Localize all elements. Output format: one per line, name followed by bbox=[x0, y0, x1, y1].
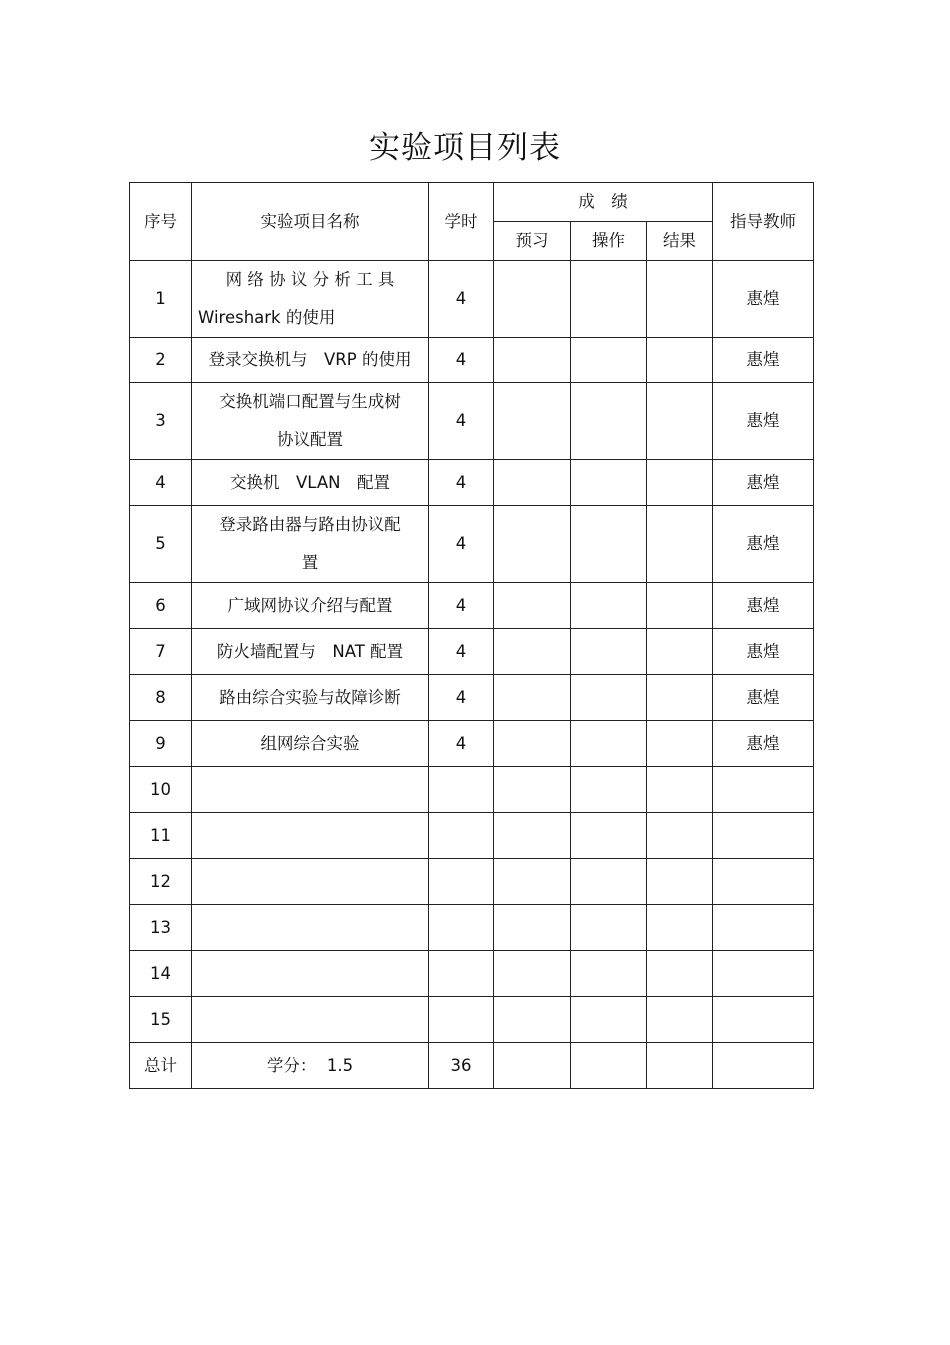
row-index: 1 bbox=[130, 261, 192, 338]
row-operation bbox=[571, 859, 647, 905]
row-preview bbox=[494, 261, 571, 338]
row-index: 14 bbox=[130, 951, 192, 997]
row-preview bbox=[494, 506, 571, 583]
row-result bbox=[647, 261, 713, 338]
row-index: 9 bbox=[130, 721, 192, 767]
table-row bbox=[130, 460, 814, 506]
row-hours bbox=[429, 767, 494, 813]
row-index: 12 bbox=[130, 859, 192, 905]
row-index: 11 bbox=[130, 813, 192, 859]
row-operation bbox=[571, 629, 647, 675]
row-index: 10 bbox=[130, 767, 192, 813]
row-teacher: 惠煌 bbox=[713, 460, 814, 506]
header-teacher: 指导教师 bbox=[713, 183, 814, 261]
row-result bbox=[647, 506, 713, 583]
row-preview bbox=[494, 629, 571, 675]
row-teacher: 惠煌 bbox=[713, 675, 814, 721]
row-name: 路由综合实验与故障诊断 bbox=[192, 675, 429, 721]
row-hours: 4 bbox=[429, 629, 494, 675]
row-teacher bbox=[713, 813, 814, 859]
row-index: 3 bbox=[130, 383, 192, 460]
total-preview bbox=[494, 1043, 571, 1089]
table-row bbox=[130, 506, 814, 583]
row-index: 4 bbox=[130, 460, 192, 506]
row-name bbox=[192, 905, 429, 951]
total-operation bbox=[571, 1043, 647, 1089]
row-hours bbox=[429, 997, 494, 1043]
table-row bbox=[130, 813, 814, 859]
row-hours: 4 bbox=[429, 383, 494, 460]
row-preview bbox=[494, 383, 571, 460]
row-result bbox=[647, 721, 713, 767]
row-hours bbox=[429, 813, 494, 859]
row-result bbox=[647, 859, 713, 905]
row-teacher: 惠煌 bbox=[713, 338, 814, 383]
row-hours: 4 bbox=[429, 675, 494, 721]
table-row bbox=[130, 629, 814, 675]
row-name bbox=[192, 813, 429, 859]
row-preview bbox=[494, 905, 571, 951]
row-result bbox=[647, 629, 713, 675]
total-credits: 学分： 1.5 bbox=[192, 1043, 429, 1089]
table-row bbox=[130, 383, 814, 460]
row-teacher: 惠煌 bbox=[713, 383, 814, 460]
row-name: 交换机端口配置与生成树协议配置 bbox=[192, 383, 429, 460]
total-result bbox=[647, 1043, 713, 1089]
row-result bbox=[647, 338, 713, 383]
row-preview bbox=[494, 675, 571, 721]
row-index: 15 bbox=[130, 997, 192, 1043]
row-operation bbox=[571, 905, 647, 951]
table-row bbox=[130, 997, 814, 1043]
row-index: 6 bbox=[130, 583, 192, 629]
row-index: 5 bbox=[130, 506, 192, 583]
header-score: 成 绩 bbox=[494, 183, 713, 222]
row-operation bbox=[571, 767, 647, 813]
table-row bbox=[130, 905, 814, 951]
row-result bbox=[647, 905, 713, 951]
row-preview bbox=[494, 859, 571, 905]
row-operation bbox=[571, 338, 647, 383]
row-operation bbox=[571, 721, 647, 767]
row-operation bbox=[571, 813, 647, 859]
course-table bbox=[129, 182, 814, 1089]
row-teacher bbox=[713, 859, 814, 905]
total-label: 总计 bbox=[130, 1043, 192, 1089]
table-row bbox=[130, 338, 814, 383]
row-hours bbox=[429, 905, 494, 951]
row-hours: 4 bbox=[429, 721, 494, 767]
row-operation bbox=[571, 675, 647, 721]
row-result bbox=[647, 583, 713, 629]
total-hours: 36 bbox=[429, 1043, 494, 1089]
table-row bbox=[130, 721, 814, 767]
row-name: 网 络 协 议 分 析 工 具 Wireshark 的使用 bbox=[192, 261, 429, 338]
row-hours bbox=[429, 951, 494, 997]
row-preview bbox=[494, 721, 571, 767]
row-name: 广域网协议介绍与配置 bbox=[192, 583, 429, 629]
row-teacher: 惠煌 bbox=[713, 506, 814, 583]
row-name: 登录路由器与路由协议配置 bbox=[192, 506, 429, 583]
row-name: 交换机 VLAN 配置 bbox=[192, 460, 429, 506]
header-preview: 预习 bbox=[494, 222, 571, 261]
table-header-row bbox=[130, 183, 814, 222]
row-operation bbox=[571, 506, 647, 583]
header-name: 实验项目名称 bbox=[192, 183, 429, 261]
row-result bbox=[647, 767, 713, 813]
row-name bbox=[192, 859, 429, 905]
row-teacher bbox=[713, 767, 814, 813]
row-teacher: 惠煌 bbox=[713, 629, 814, 675]
header-hours: 学时 bbox=[429, 183, 494, 261]
table-row bbox=[130, 675, 814, 721]
row-teacher: 惠煌 bbox=[713, 261, 814, 338]
row-teacher: 惠煌 bbox=[713, 583, 814, 629]
table-row bbox=[130, 583, 814, 629]
row-preview bbox=[494, 338, 571, 383]
row-result bbox=[647, 383, 713, 460]
row-preview bbox=[494, 951, 571, 997]
row-preview bbox=[494, 997, 571, 1043]
row-result bbox=[647, 675, 713, 721]
row-name: 防火墙配置与 NAT 配置 bbox=[192, 629, 429, 675]
row-result bbox=[647, 951, 713, 997]
row-index: 8 bbox=[130, 675, 192, 721]
row-hours: 4 bbox=[429, 583, 494, 629]
row-result bbox=[647, 997, 713, 1043]
row-hours: 4 bbox=[429, 506, 494, 583]
row-index: 2 bbox=[130, 338, 192, 383]
row-teacher bbox=[713, 997, 814, 1043]
row-operation bbox=[571, 951, 647, 997]
row-hours: 4 bbox=[429, 338, 494, 383]
row-teacher bbox=[713, 951, 814, 997]
row-teacher bbox=[713, 905, 814, 951]
row-preview bbox=[494, 460, 571, 506]
table-row bbox=[130, 951, 814, 997]
table-row bbox=[130, 859, 814, 905]
row-result bbox=[647, 813, 713, 859]
row-operation bbox=[571, 997, 647, 1043]
row-name: 组网综合实验 bbox=[192, 721, 429, 767]
table-row bbox=[130, 261, 814, 338]
row-preview bbox=[494, 583, 571, 629]
row-name: 登录交换机与 VRP 的使用 bbox=[192, 338, 429, 383]
row-index: 13 bbox=[130, 905, 192, 951]
row-preview bbox=[494, 767, 571, 813]
row-name bbox=[192, 767, 429, 813]
row-teacher: 惠煌 bbox=[713, 721, 814, 767]
table-row bbox=[130, 767, 814, 813]
row-preview bbox=[494, 813, 571, 859]
page-title: 实验项目列表 bbox=[369, 130, 561, 166]
header-result: 结果 bbox=[647, 222, 713, 261]
row-hours: 4 bbox=[429, 261, 494, 338]
row-operation bbox=[571, 460, 647, 506]
row-name bbox=[192, 951, 429, 997]
row-operation bbox=[571, 583, 647, 629]
row-operation bbox=[571, 383, 647, 460]
header-operation: 操作 bbox=[571, 222, 647, 261]
total-row bbox=[130, 1043, 814, 1089]
row-name bbox=[192, 997, 429, 1043]
row-hours bbox=[429, 859, 494, 905]
row-operation bbox=[571, 261, 647, 338]
row-result bbox=[647, 460, 713, 506]
row-index: 7 bbox=[130, 629, 192, 675]
total-teacher bbox=[713, 1043, 814, 1089]
row-hours: 4 bbox=[429, 460, 494, 506]
header-index: 序号 bbox=[130, 183, 192, 261]
